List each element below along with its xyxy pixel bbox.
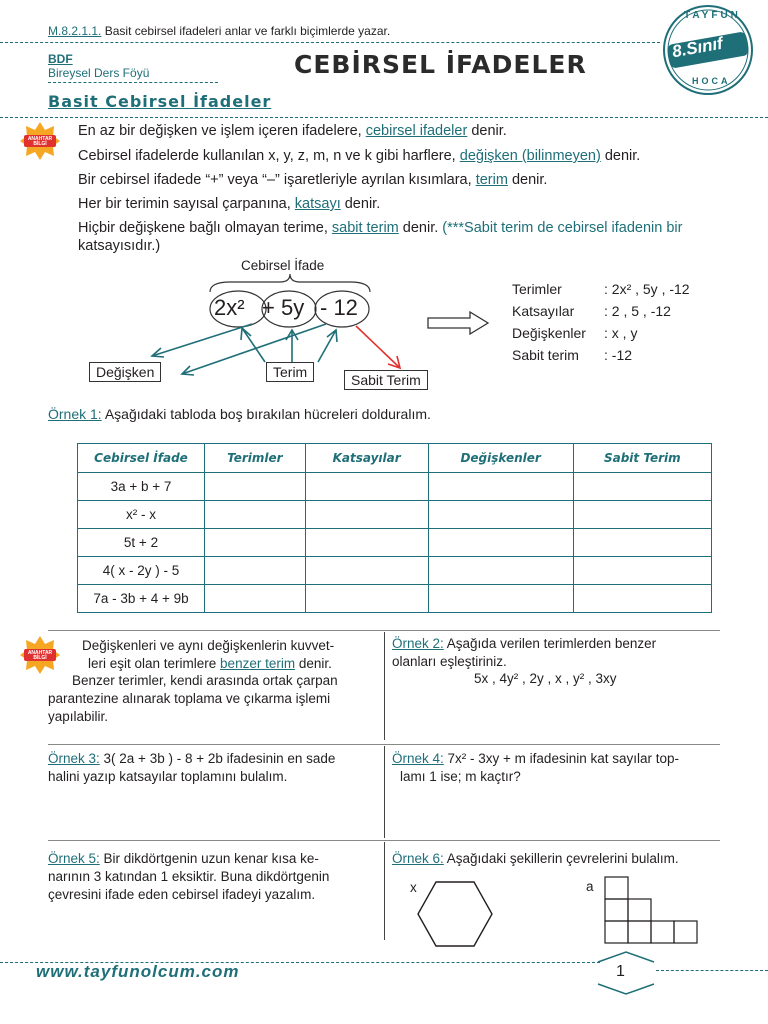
table-cell-empty[interactable] bbox=[205, 529, 306, 557]
table-cell-empty[interactable] bbox=[428, 501, 573, 529]
col-header-expression: Cebirsel İfade bbox=[78, 444, 205, 473]
table-cell-empty[interactable] bbox=[205, 501, 306, 529]
footer-website[interactable]: www.tayfunolcum.com bbox=[36, 962, 240, 981]
col-header-variables: Değişkenler bbox=[428, 444, 573, 473]
subtitle-underline bbox=[48, 82, 218, 83]
summary-coefficients: Katsayılar : 2 , 5 , -12 bbox=[512, 303, 671, 319]
example4-l1: Örnek 4: 7x² - 3xy + m ifadesinin kat sayılar top- bbox=[392, 751, 679, 766]
example1-heading: Örnek 1: Aşağıdaki tabloda boş bırakılan hücreleri dolduralım. bbox=[48, 406, 431, 422]
definition-3: Bir cebirsel ifadede “+” veya “–” işaretleriyle ayrılan kısımlara, terim denir. bbox=[78, 172, 548, 188]
table-cell-empty[interactable] bbox=[205, 473, 306, 501]
example5-l1: Örnek 5: Bir dikdörtgenin uzun kenar kısa ke- bbox=[48, 851, 319, 866]
definition-4: Her bir terimin sayısal çarpanına, katsayı denir. bbox=[78, 196, 381, 212]
definition-2: Cebirsel ifadelerde kullanılan x, y, z, m, n ve k gibi harflere, değişken (bilinmeyen) denir. bbox=[78, 148, 641, 164]
diagram-brace-label: Cebirsel İfade bbox=[241, 258, 325, 273]
table-cell-empty[interactable] bbox=[305, 557, 428, 585]
bdf-label: BDF bbox=[48, 52, 73, 66]
summary-variables: Değişkenler : x , y bbox=[512, 325, 638, 341]
similar-terms-l5: yapılabilir. bbox=[48, 709, 109, 724]
col-header-coefficients: Katsayılar bbox=[305, 444, 428, 473]
table-row bbox=[78, 473, 712, 501]
divider-1 bbox=[48, 630, 720, 631]
table-row bbox=[78, 557, 712, 585]
term-katsayi: katsayı bbox=[294, 196, 341, 212]
expr-term-1: 2x² bbox=[214, 295, 245, 320]
table-header-row bbox=[78, 444, 712, 473]
example2-l3: 5x , 4y² , 2y , x , y² , 3xy bbox=[474, 671, 617, 686]
logo-bottom-text: HOCA bbox=[692, 76, 731, 86]
term-terim: terim bbox=[475, 172, 508, 188]
divider-3 bbox=[48, 840, 720, 841]
definition-5-cont: katsayısıdır.) bbox=[78, 238, 161, 254]
example1-table bbox=[77, 443, 712, 613]
example5-l3: çevresini ifade eden cebirsel ifadeyi yazalım. bbox=[48, 887, 316, 902]
similar-terms-l4: parantezine alınarak toplama ve çıkarma işlemi bbox=[48, 691, 331, 706]
table-cell-empty[interactable] bbox=[573, 501, 711, 529]
key-info-badge bbox=[20, 122, 60, 160]
col-header-terms: Terimler bbox=[205, 444, 306, 473]
table-row bbox=[78, 585, 712, 613]
objective-line bbox=[48, 24, 390, 38]
section-dash-line bbox=[0, 117, 768, 118]
example5-l2: narının 3 katından 1 eksiktir. Buna dikdörtgenin bbox=[48, 869, 330, 884]
table-cell-empty[interactable] bbox=[305, 529, 428, 557]
table-cell-expression: 7a - 3b + 4 + 9b bbox=[78, 585, 205, 613]
objective-code: M.8.2.1.1. bbox=[48, 24, 102, 38]
table-cell-empty[interactable] bbox=[428, 473, 573, 501]
logo-top-text: TAYFUN bbox=[684, 10, 741, 21]
similar-terms-l2: leri eşit olan terimlere benzer terim denir. bbox=[88, 656, 332, 671]
header-dash-line bbox=[0, 42, 660, 43]
table-cell-empty[interactable] bbox=[205, 557, 306, 585]
key-info-badge-text: ANAHTAR BİLGİ bbox=[27, 650, 53, 661]
table-row bbox=[78, 501, 712, 529]
example2-l2: olanları eşleştiriniz. bbox=[392, 654, 507, 669]
divider-2 bbox=[48, 744, 720, 745]
logo-mid-text: 8.Sınıf bbox=[670, 33, 725, 62]
table-cell-expression: 4( x - 2y ) - 5 bbox=[78, 557, 205, 585]
label-constant: Sabit Terim bbox=[344, 370, 428, 390]
term-degisken: değişken (bilinmeyen) bbox=[459, 148, 601, 164]
table-cell-empty[interactable] bbox=[305, 585, 428, 613]
table-cell-expression: 3a + b + 7 bbox=[78, 473, 205, 501]
table-cell-empty[interactable] bbox=[305, 473, 428, 501]
section-title: Basit Cebirsel İfadeler bbox=[48, 92, 272, 111]
similar-terms-l3: Benzer terimler, kendi arasında ortak çarpan bbox=[72, 673, 338, 688]
page-number: 1 bbox=[616, 963, 625, 980]
table-cell-empty[interactable] bbox=[573, 529, 711, 557]
note-part1: (***Sabit terim de cebirsel ifadenin bir bbox=[442, 220, 683, 236]
table-cell-empty[interactable] bbox=[573, 473, 711, 501]
key-info-badge-2 bbox=[20, 636, 60, 674]
expr-term-2: + 5y bbox=[262, 295, 305, 320]
table-cell-empty[interactable] bbox=[428, 529, 573, 557]
term-benzer-terim: benzer terim bbox=[220, 656, 296, 671]
example6-l1: Örnek 6: Aşağıdaki şekillerin çevrelerini bulalım. bbox=[392, 851, 679, 866]
staircase-side-label: a bbox=[586, 879, 594, 894]
example4-l2: lamı 1 ise; m kaçtır? bbox=[400, 769, 521, 784]
summary-terms: Terimler : 2x² , 5y , -12 bbox=[512, 281, 690, 297]
vertical-divider-2 bbox=[384, 746, 385, 838]
table-cell-empty[interactable] bbox=[573, 557, 711, 585]
subtitle: Bireysel Ders Föyü bbox=[48, 66, 150, 80]
footer-dash-line-right bbox=[656, 970, 768, 971]
vertical-divider-1 bbox=[384, 632, 385, 740]
vertical-divider-3 bbox=[384, 842, 385, 940]
similar-terms-l1: Değişkenleri ve aynı değişkenlerin kuvvet- bbox=[82, 638, 335, 653]
table-cell-empty[interactable] bbox=[573, 585, 711, 613]
label-term: Terim bbox=[266, 362, 314, 382]
page-number-frame bbox=[596, 950, 656, 996]
staircase-shape bbox=[604, 876, 706, 946]
hexagon-side-label: x bbox=[410, 880, 417, 895]
big-right-arrow-icon bbox=[426, 310, 490, 336]
page-title: CEBİRSEL İFADELER bbox=[294, 50, 587, 79]
table-cell-empty[interactable] bbox=[428, 557, 573, 585]
label-variable: Değişken bbox=[89, 362, 161, 382]
example2-l1: Örnek 2: Aşağıda verilen terimlerden benzer bbox=[392, 636, 657, 651]
table-cell-empty[interactable] bbox=[428, 585, 573, 613]
summary-constant: Sabit terim : -12 bbox=[512, 347, 633, 363]
term-sabit-terim: sabit terim bbox=[331, 220, 399, 236]
table-row bbox=[78, 529, 712, 557]
table-cell-empty[interactable] bbox=[305, 501, 428, 529]
table-cell-expression: 5t + 2 bbox=[78, 529, 205, 557]
term-cebirsel-ifade: cebirsel ifadeler bbox=[365, 123, 468, 139]
table-cell-expression: x² - x bbox=[78, 501, 205, 529]
example3-l2: halini yazıp katsayılar toplamını bulalım. bbox=[48, 769, 288, 784]
col-header-constant: Sabit Terim bbox=[573, 444, 711, 473]
definition-1: En az bir değişken ve işlem içeren ifadelere, cebirsel ifadeler denir. bbox=[78, 123, 507, 139]
expr-term-3: - 12 bbox=[320, 295, 358, 320]
table-cell-empty[interactable] bbox=[205, 585, 306, 613]
objective-text: Basit cebirsel ifadeleri anlar ve farklı biçimlerde yazar. bbox=[104, 24, 391, 38]
key-info-badge-text: ANAHTAR BİLGİ bbox=[27, 136, 53, 147]
definition-5: Hiçbir değişkene bağlı olmayan terime, sabit terim denir. (***Sabit terim de cebirsel ifadenin bir bbox=[78, 220, 683, 236]
example3-l1: Örnek 3: 3( 2a + 3b ) - 8 + 2b ifadesinin en sade bbox=[48, 751, 336, 766]
hexagon-shape bbox=[416, 880, 496, 948]
